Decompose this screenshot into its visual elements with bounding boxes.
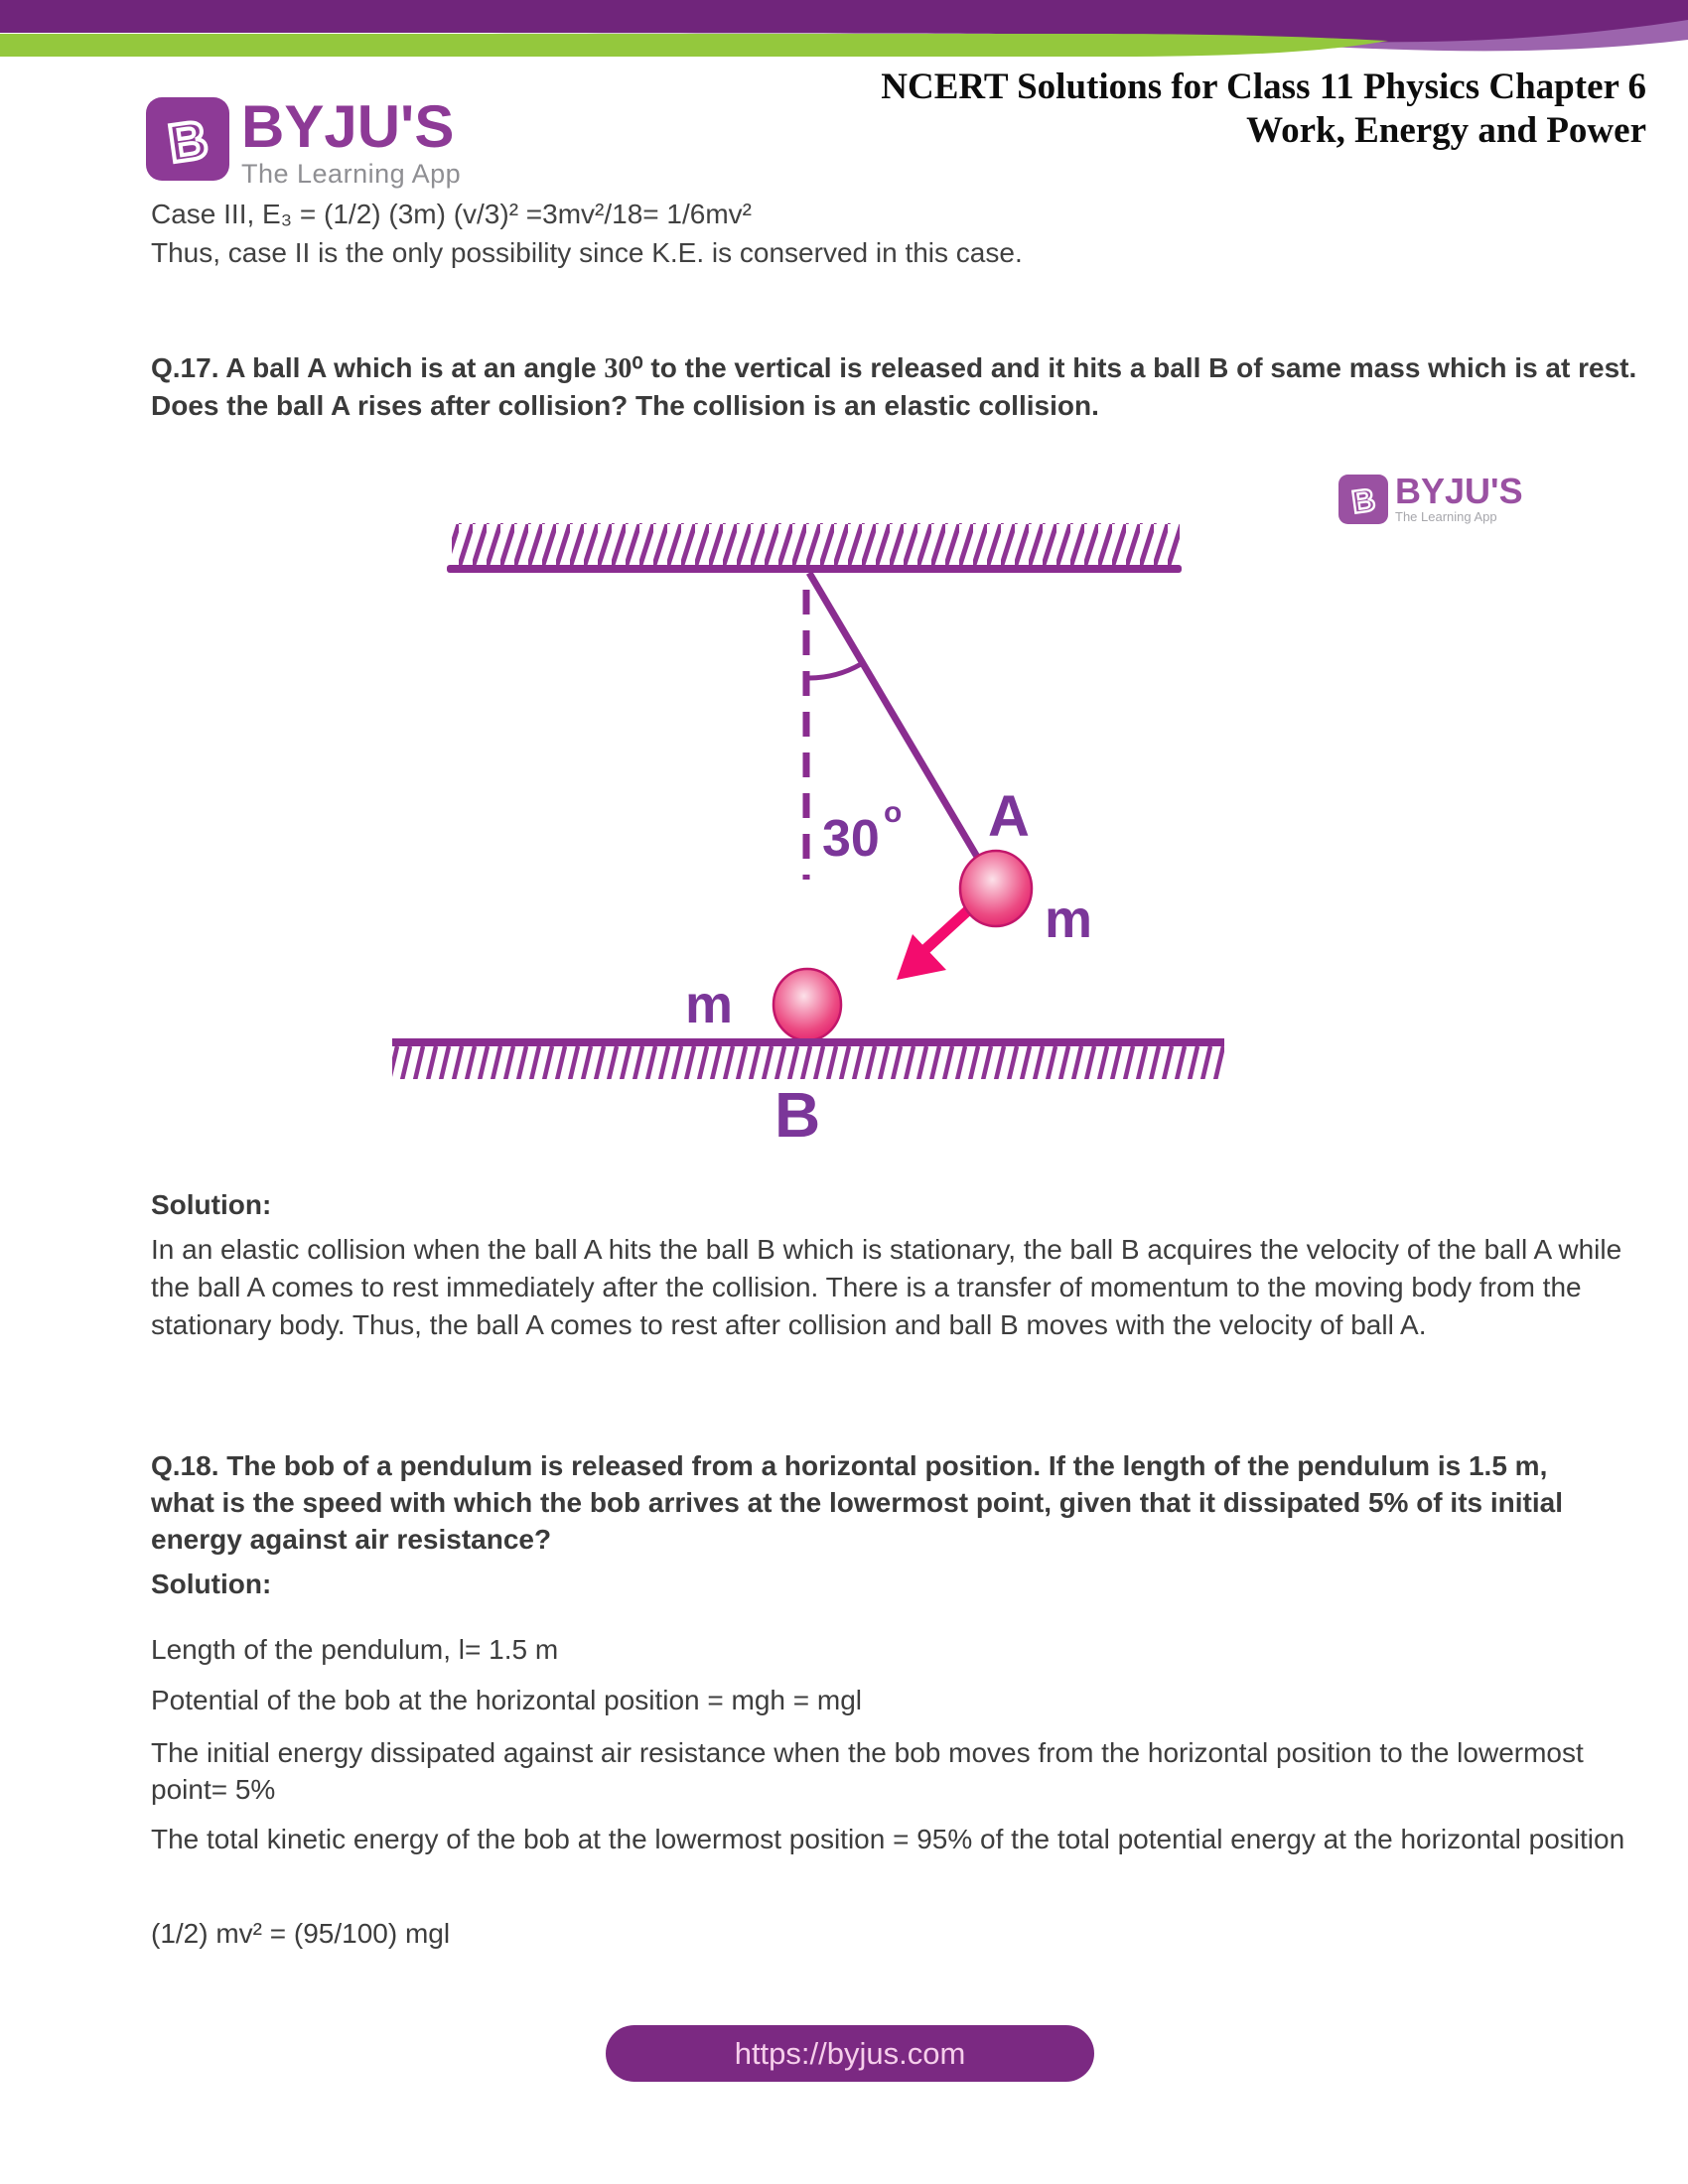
angle-degree-mark: o [884,796,903,829]
watermark-b-icon: B [1349,481,1378,520]
ball-a [960,851,1032,926]
mass-label-a: m [1045,889,1093,949]
q17-after: to the vertical is released and it hits a ball B of same mass which is at rest. Does the ball A rises after collision? The collision is an elastic collision. [151,352,1637,421]
byjus-logo-icon [146,97,229,181]
ground-line [392,1038,1224,1046]
mass-label-b: m [685,975,734,1034]
q17-text [151,349,1640,424]
footer-url-button[interactable]: https://byjus.com [606,2025,1094,2082]
brand-wordmark: BYJU'S [241,93,455,160]
ground-hatch [392,1046,1224,1079]
solution18-line-4: The total kinetic energy of the bob at the lowermost position = 95% of the total potential energy at the horizontal position [151,1824,1625,1854]
case3-block [151,195,1640,272]
q17-angle-value: 30⁰ [604,353,643,384]
case3-line1: Case III, E₃ = (1/2) (3m) (v/3)² =3mv²/18= 1/6mv² [151,199,753,229]
angle-label: 30 [822,810,880,868]
velocity-arrow-shaft [921,910,968,953]
watermark-logo-icon [1338,475,1388,524]
ceiling-line [447,565,1182,573]
solution18-line-1: Length of the pendulum, l= 1.5 m [151,1634,559,1665]
brand-tagline: The Learning App [241,159,462,189]
solution17-label: Solution: [151,1189,272,1220]
ball-b-label: B [774,1079,821,1151]
case3-line2: Thus, case II is the only possibility since K.E. is conserved in this case. [151,237,1023,268]
angle-arc [809,664,861,678]
b-icon: B [164,109,211,175]
page-title-line1: NCERT Solutions for Class 11 Physics Chapter 6 [881,67,1646,107]
watermark-tagline: The Learning App [1395,509,1497,524]
solution17-text: In an elastic collision when the ball A hits the ball B which is stationary, the ball B acquires the velocity of the ball A while the ball A comes to rest immediately after the collision. There is a transfer of momentum to the moving body from the stationary body. Thus, the ball A comes to rest after collision and ball B moves with the velocity of ball A. [151,1234,1622,1340]
solution18-line-3: The initial energy dissipated against air resistance when the bob moves from the horizontal position to the lowermost point= 5% [151,1737,1584,1805]
watermark-brand: BYJU'S [1395,471,1523,511]
ceiling-hatch [452,523,1180,566]
q18-text: Q.18. The bob of a pendulum is released from a horizontal position. If the length of the pendulum is 1.5 m, what is the speed with which the bob arrives at the lowermost point, given that it dissipated 5% of its initial energy against air resistance? [151,1450,1563,1555]
pendulum-diagram [387,467,1241,1152]
byjus-logo [146,93,462,190]
header-green-band [0,34,1388,57]
page-title-line2: Work, Energy and Power [1246,110,1646,151]
q17-before: Q.17. A ball A which is at an angle [151,352,605,383]
watermark-logo [1338,471,1523,524]
ball-a-label: A [988,784,1030,849]
ball-b [774,969,841,1040]
page-title [881,66,1646,153]
solution18-line-5: (1/2) mv² = (95/100) mgl [151,1918,451,1949]
solution18-label: Solution: [151,1569,272,1599]
solution18-line-2: Potential of the bob at the horizontal position = mgh = mgl [151,1685,863,1715]
